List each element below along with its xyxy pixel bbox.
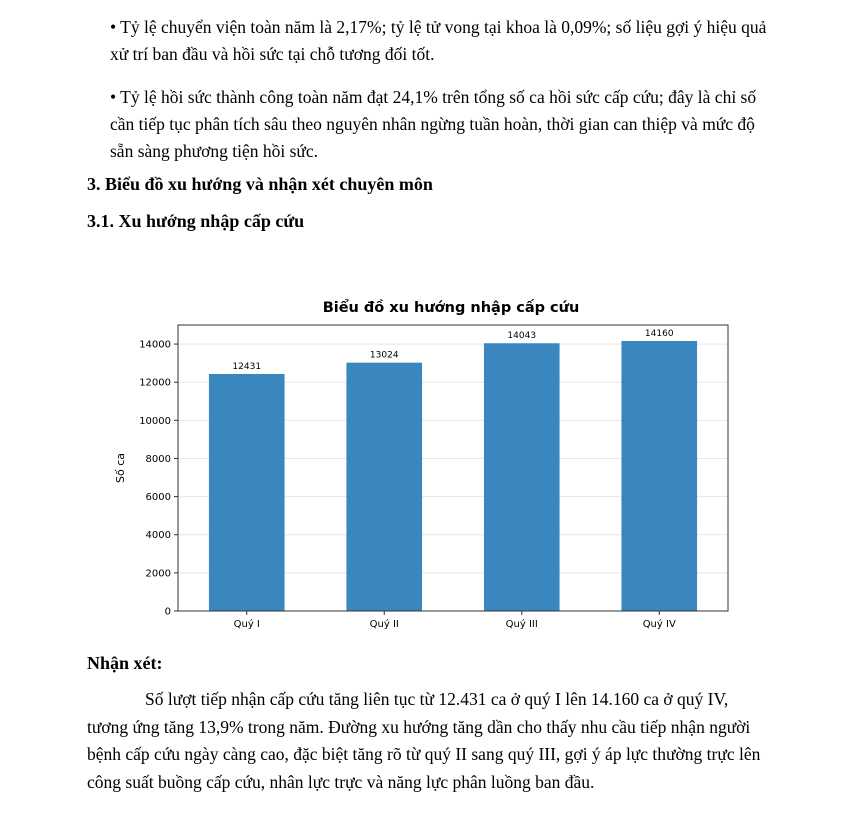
chart-container: [108, 290, 748, 635]
bullet-resuscitation: • Tỷ lệ hồi sức thành công toàn năm đạt 24,1% trên tổng số ca hồi sức cấp cứu; đây là chỉ số cần tiếp tục phân tích sâu theo nguyên nhân ngừng tuần hoàn, thời gian can thiệp và mức độ sẵn sàng phương tiện hồi sức.: [110, 87, 757, 161]
x-tick-label: Quý III: [505, 619, 538, 630]
bar-1: [209, 374, 285, 611]
chart-title: Biểu đồ xu hướng nhập cấp cứu: [322, 300, 580, 316]
y-tick-label: 2000: [145, 568, 171, 580]
remark-title: Nhận xét:: [87, 653, 163, 673]
bar-value-label: 14160: [644, 329, 674, 340]
bar-value-label: 13024: [369, 350, 399, 361]
bar-value-label: 14043: [507, 331, 537, 342]
subsection-heading: 3.1. Xu hướng nhập cấp cứu: [87, 211, 305, 231]
y-axis-label: Số ca: [114, 453, 127, 483]
x-tick-label: Quý IV: [642, 619, 676, 630]
emergency-admission-chart: [108, 290, 748, 635]
bullet-transfer-mortality: • Tỷ lệ chuyển viện toàn năm là 2,17%; tỷ lệ tử vong tại khoa là 0,09%; số liệu gợi ý hiệu quả xử trí ban đầu và hồi sức tại chỗ tương đối tốt.: [110, 17, 767, 64]
y-tick-label: 10000: [139, 415, 171, 427]
y-tick-label: 14000: [139, 339, 171, 351]
y-tick-label: 6000: [145, 492, 171, 504]
y-tick-label: 4000: [145, 530, 171, 542]
y-tick-label: 12000: [139, 377, 171, 389]
y-tick-label: 8000: [145, 453, 171, 465]
section-heading: 3. Biểu đồ xu hướng và nhận xét chuyên môn: [87, 174, 433, 194]
remark-body: Số lượt tiếp nhận cấp cứu tăng liên tục từ 12.431 ca ở quý I lên 14.160 ca ở quý IV, tương ứng tăng 13,9% trong năm. Đường xu hướng tăng dần cho thấy nhu cầu tiếp nhận người bệnh cấp cứu ngày càng cao, đặc biệt tăng rõ từ quý II sang quý III, gợi ý áp lực thường trực lên công suất buồng cấp cứu, nhân lực trực và năng lực phân luồng ban đầu.: [87, 689, 761, 792]
bar-value-label: 12431: [232, 361, 262, 372]
bar-2: [346, 363, 422, 611]
bar-4: [621, 341, 697, 611]
x-tick-label: Quý II: [369, 619, 399, 630]
bar-3: [484, 343, 560, 611]
x-tick-label: Quý I: [233, 619, 260, 630]
y-tick-label: 0: [164, 606, 171, 618]
